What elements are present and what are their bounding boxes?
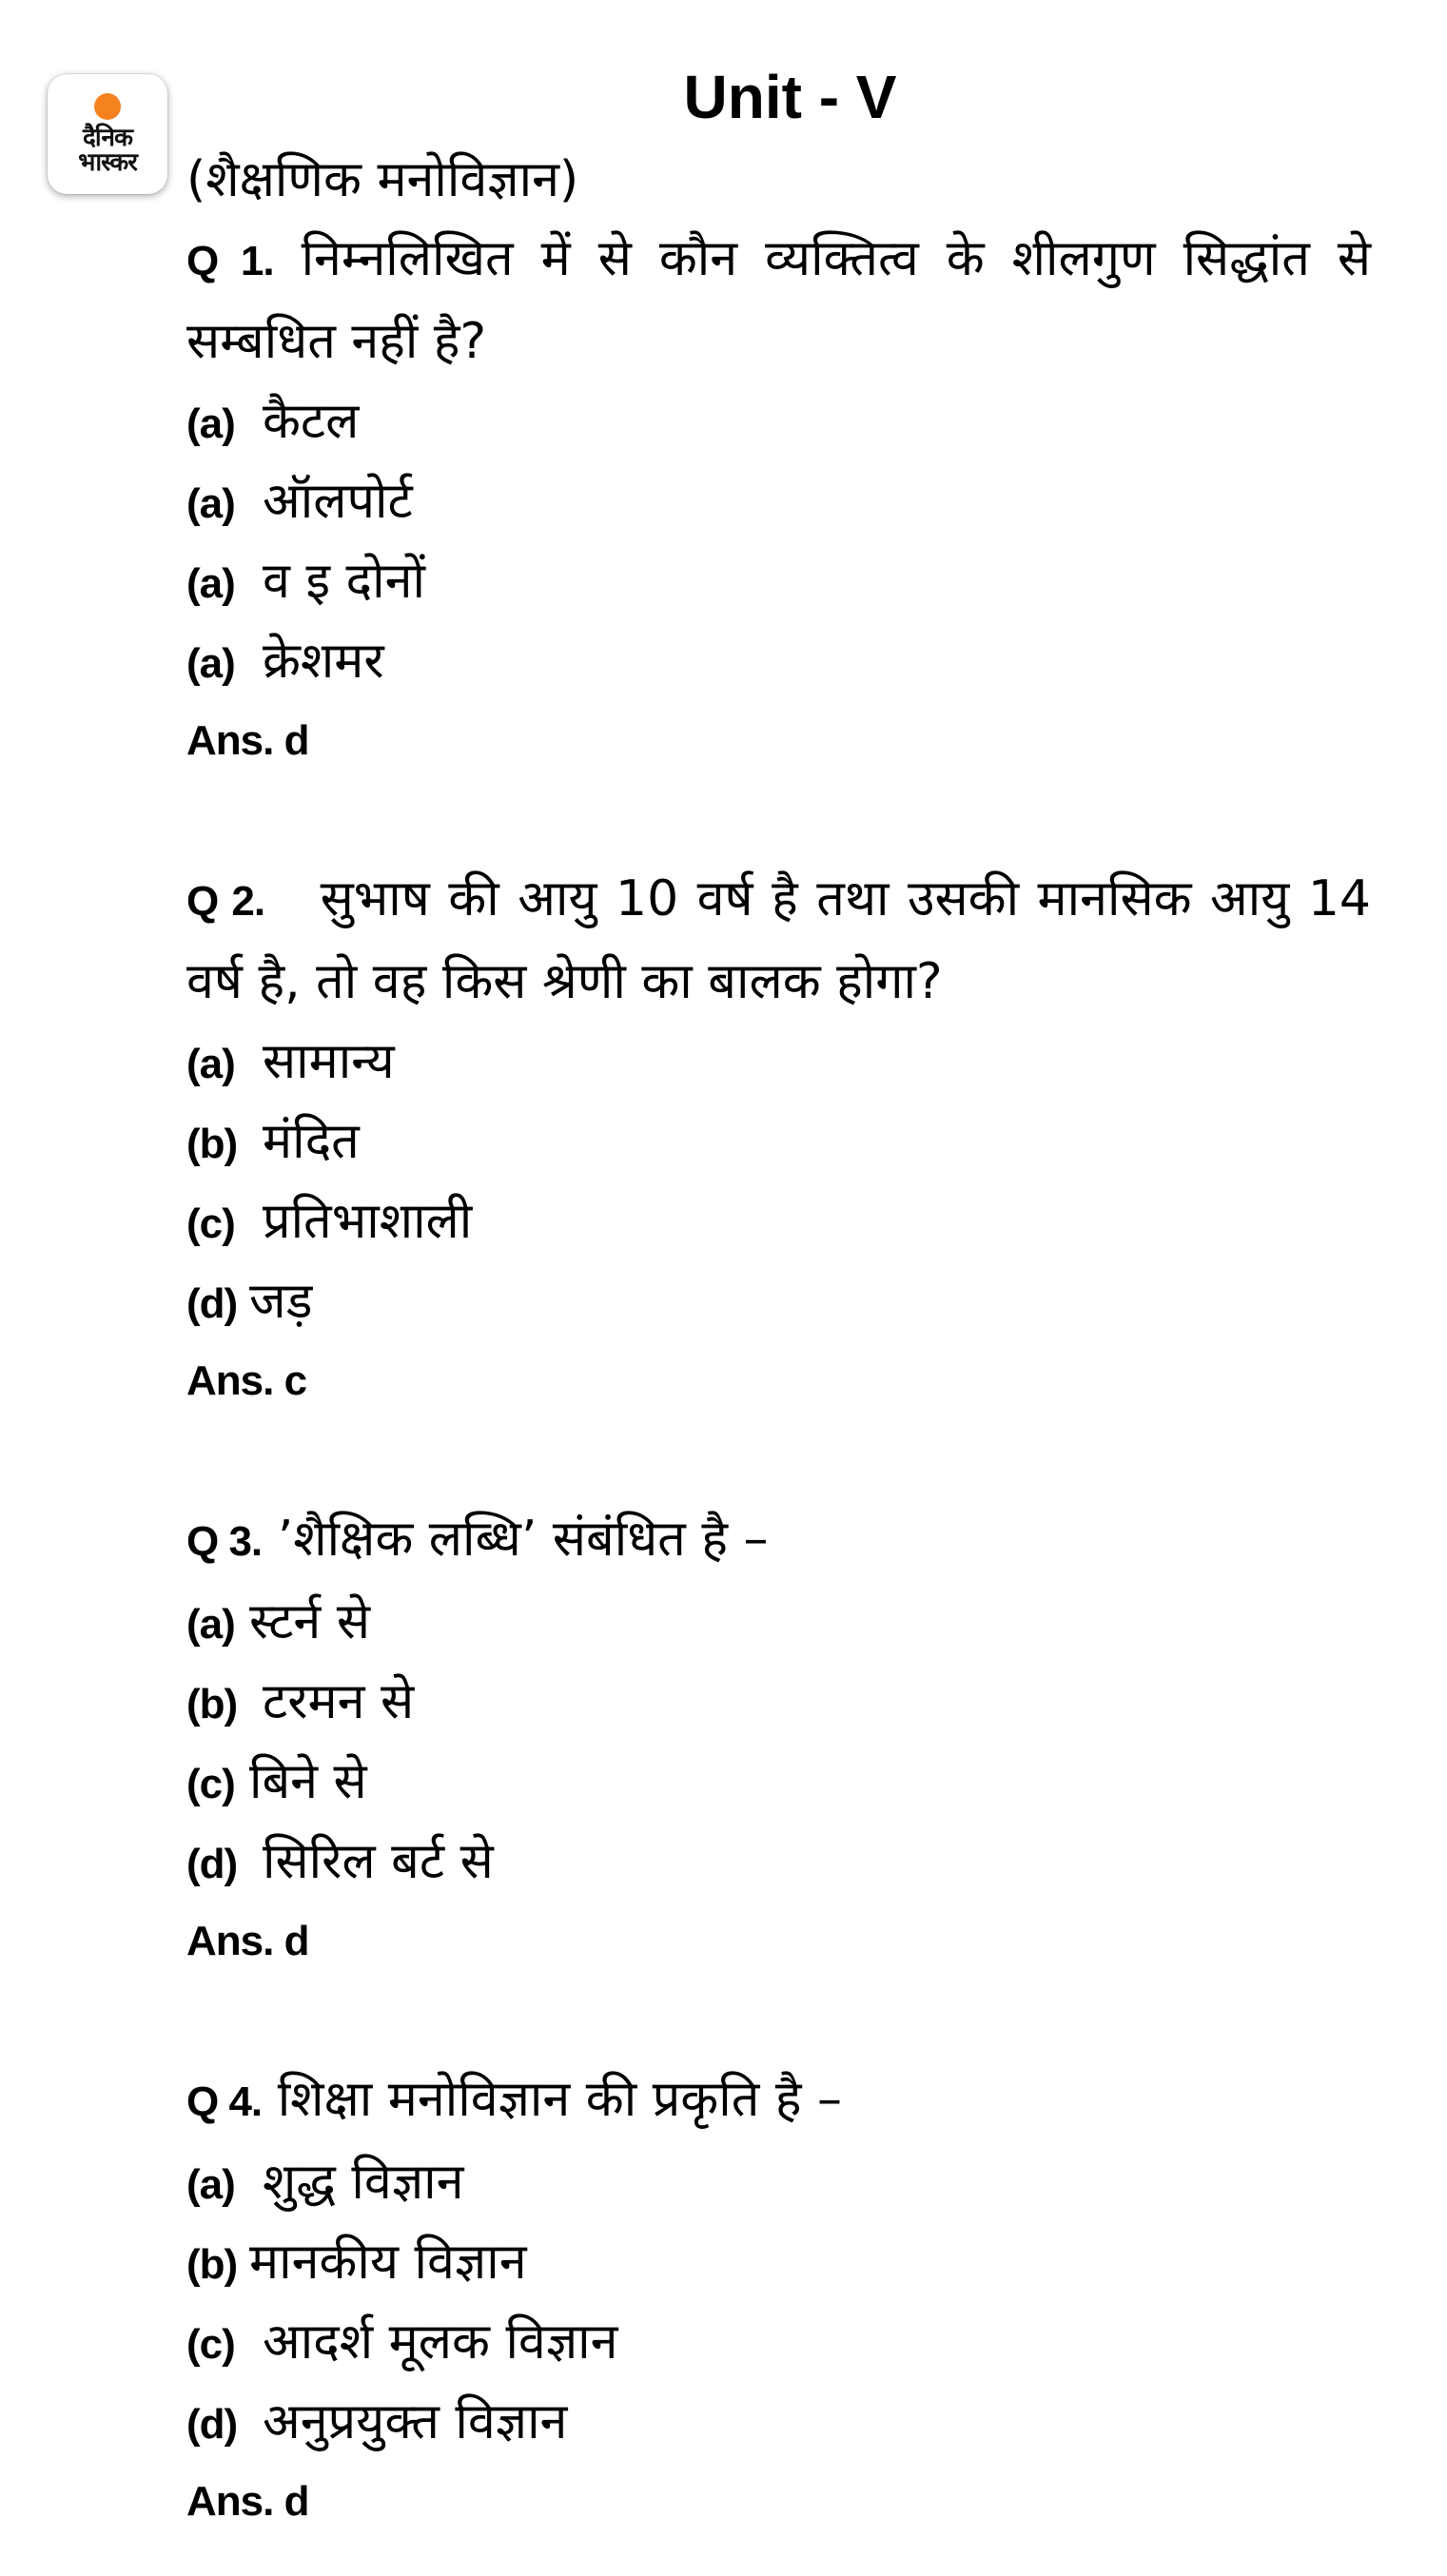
option-label: (c) — [186, 1200, 235, 1247]
option-text: मंदित — [263, 1113, 360, 1170]
page-subtitle: (शैक्षणिक मनोविज्ञान) — [186, 151, 579, 208]
question-3 — [186, 1499, 1371, 1582]
page-title: Unit - V — [683, 63, 897, 131]
option — [186, 1181, 1371, 1261]
option-text: सिरिल बर्ट से — [263, 1833, 494, 1890]
logo-line-1: दैनिक — [83, 124, 132, 152]
question-number: Q 4. — [186, 2078, 263, 2125]
option-label: (d) — [186, 1280, 238, 1327]
option — [186, 621, 1371, 701]
option — [186, 2302, 1371, 2382]
option-text: सामान्य — [263, 1033, 395, 1090]
option — [186, 2222, 1371, 2302]
question-2 — [186, 859, 1371, 1022]
option — [186, 2142, 1371, 2222]
option-label: (a) — [186, 480, 235, 527]
spacer — [186, 1421, 1371, 1499]
option — [186, 1742, 1371, 1822]
option-label: (a) — [186, 2161, 235, 2208]
option — [186, 1822, 1371, 1902]
option — [186, 1662, 1371, 1742]
option-label: (a) — [186, 640, 235, 687]
option-label: (d) — [186, 2401, 238, 2448]
answer: Ans. c — [186, 1357, 307, 1404]
option-text: प्रतिभाशाली — [263, 1193, 473, 1250]
option-text: बिने से — [249, 1753, 367, 1810]
option-label: (a) — [186, 1601, 235, 1648]
option — [186, 2382, 1371, 2462]
question-1 — [186, 219, 1371, 381]
option — [186, 1261, 1371, 1341]
question-number: Q 3. — [186, 1518, 263, 1565]
option-text: टरमन से — [263, 1673, 415, 1730]
option-text: स्टर्न से — [249, 1593, 370, 1650]
option-text: व इ दोनों — [263, 553, 425, 610]
question-text: सुभाष की आयु 10 वर्ष है तथा उसकी मानसिक आयु 14 वर्ष है, तो वह किस श्रेणी का बालक होगा? — [186, 870, 1371, 1010]
question-list — [186, 141, 1371, 2542]
option-text: शुद्ध विज्ञान — [263, 2154, 464, 2211]
option-label: (b) — [186, 1121, 238, 1167]
option-label: (c) — [186, 1761, 235, 1807]
option — [186, 1582, 1371, 1662]
answer: Ans. d — [186, 1918, 309, 1964]
option — [186, 1022, 1371, 1102]
option — [186, 381, 1371, 461]
option-text: कैटल — [263, 393, 360, 450]
option-text: जड़ — [249, 1273, 313, 1330]
question-number: Q 1. — [186, 238, 274, 284]
question-number: Q 2. — [186, 878, 265, 925]
option — [186, 541, 1371, 621]
spacer — [186, 1981, 1371, 2059]
option — [186, 1102, 1371, 1181]
option-label: (b) — [186, 2241, 238, 2288]
option-text: मानकीय विज्ञान — [249, 2234, 527, 2291]
question-text: ’शैक्षिक लब्धि’ संबंधित है – — [277, 1511, 769, 1568]
option-label: (a) — [186, 400, 235, 447]
answer: Ans. d — [186, 717, 309, 764]
option-label: (c) — [186, 2321, 235, 2368]
option-label: (a) — [186, 1041, 235, 1087]
spacer — [186, 781, 1371, 859]
answer: Ans. d — [186, 2478, 309, 2525]
option-label: (b) — [186, 1681, 238, 1727]
option-text: अनुप्रयुक्त विज्ञान — [263, 2393, 568, 2450]
question-text: शिक्षा मनोविज्ञान की प्रकृति है – — [277, 2071, 843, 2128]
logo-line-2: भास्कर — [78, 148, 137, 177]
option-label: (a) — [186, 560, 235, 607]
option — [186, 461, 1371, 541]
option-text: क्रेशमर — [263, 633, 384, 690]
question-4 — [186, 2059, 1371, 2142]
option-text: ऑलपोर्ट — [263, 473, 413, 530]
option-text: आदर्श मूलक विज्ञान — [263, 2313, 618, 2371]
question-text: निम्नलिखित में से कौन व्यक्तित्व के शीलगुण सिद्धांत से सम्बधित नहीं है? — [186, 230, 1371, 370]
option-label: (d) — [186, 1841, 238, 1887]
